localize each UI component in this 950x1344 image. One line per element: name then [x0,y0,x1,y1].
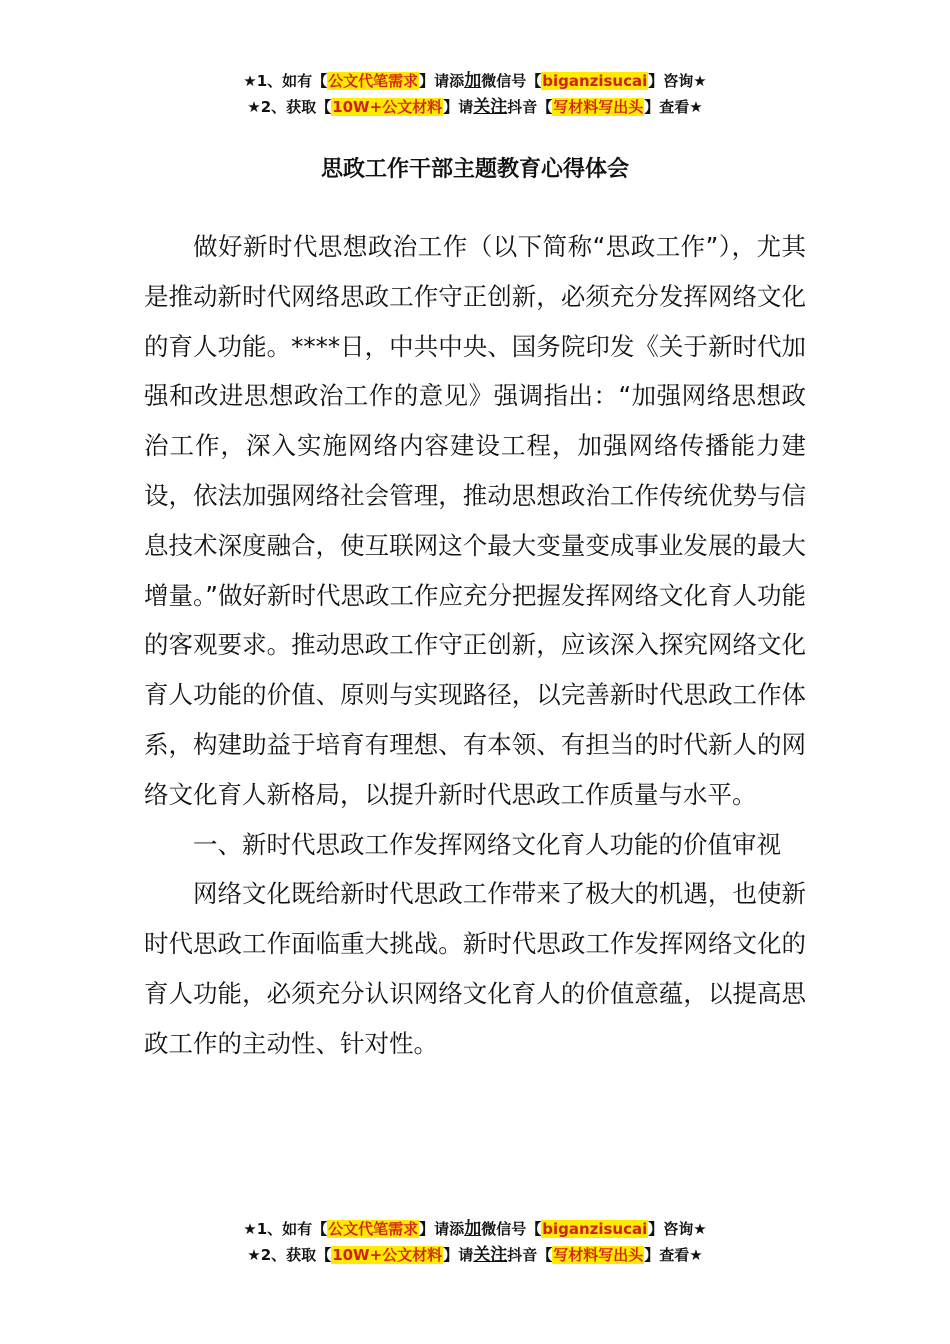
promo-highlight: 写材料写出头 [553,1246,644,1264]
promo-text: ★2、获取【 [247,98,332,116]
promo-text: ★2、获取【 [247,1246,332,1264]
promo-text: 】咨询★ [648,72,707,90]
promo-line-2 [0,94,950,120]
promo-highlight: biganzisucai [542,1220,648,1238]
promo-text: 】请 [443,98,474,116]
promo-text: 】请添 [419,1220,465,1238]
promo-text: 抖音【 [507,1246,553,1264]
promo-highlight: 公文代笔需求 [328,72,419,90]
body-paragraph: 做好新时代思想政治工作（以下简称“思政工作”），尤其是推动新时代网络思政工作守正创新，必须充分发挥网络文化的育人功能。****日，中共中央、国务院印发《关于新时代加强和改进思想政治工作的意见》强调指出：“加强网络思想政治工作，深入实施网络内容建设工程，加强网络传播能力建设，依法加强网络社会管理，推动思想政治工作传统优势与信息技术深度融合，使互联网这个最大变量变成事业发展的最大增量。”做好新时代思政工作应充分把握发挥网络文化育人功能的客观要求。推动思政工作守正创新，应该深入探究网络文化育人功能的价值、原则与实现路径，以完善新时代思政工作体系，构建助益于培育有理想、有本领、有担当的时代新人的网络文化育人新格局，以提升新时代思政工作质量与水平。 [144,232,806,809]
promo-text: ★1、如有【 [243,1220,328,1238]
promo-emphasis: 加 [464,1219,482,1239]
promo-text: 抖音【 [507,98,553,116]
promo-text: ★1、如有【 [243,72,328,90]
promo-highlight: 写材料写出头 [553,98,644,116]
promo-highlight: 10W+公文材料 [332,98,443,116]
promo-line-2 [0,1242,950,1268]
promo-text: 】咨询★ [648,1220,707,1238]
promo-banner-bottom [0,1216,950,1268]
promo-banner-top [0,68,950,120]
section-heading: 一、新时代思政工作发挥网络文化育人功能的价值审视 [193,829,781,859]
promo-emphasis: 关注 [473,97,508,117]
promo-highlight: 公文代笔需求 [328,1220,419,1238]
promo-text: 微信号【 [481,72,542,90]
promo-emphasis: 加 [464,71,482,91]
promo-text: 】请添 [419,72,465,90]
promo-line-1 [0,68,950,94]
promo-highlight: 10W+公文材料 [332,1246,443,1264]
document-title: 思政工作干部主题教育心得体会 [320,157,629,182]
promo-text: 】请 [443,1246,474,1264]
promo-text: 微信号【 [481,1220,542,1238]
promo-text: 】查看★ [644,98,703,116]
promo-highlight: biganzisucai [542,72,648,90]
promo-text: 】查看★ [644,1246,703,1264]
document-body [144,222,806,1069]
promo-line-1 [0,1216,950,1242]
body-paragraph: 网络文化既给新时代思政工作带来了极大的机遇，也使新时代思政工作面临重大挑战。新时代思政工作发挥网络文化的育人功能，必须充分认识网络文化育人的价值意蕴，以提高思政工作的主动性、针对性。 [144,879,806,1058]
promo-emphasis: 关注 [473,1245,508,1265]
